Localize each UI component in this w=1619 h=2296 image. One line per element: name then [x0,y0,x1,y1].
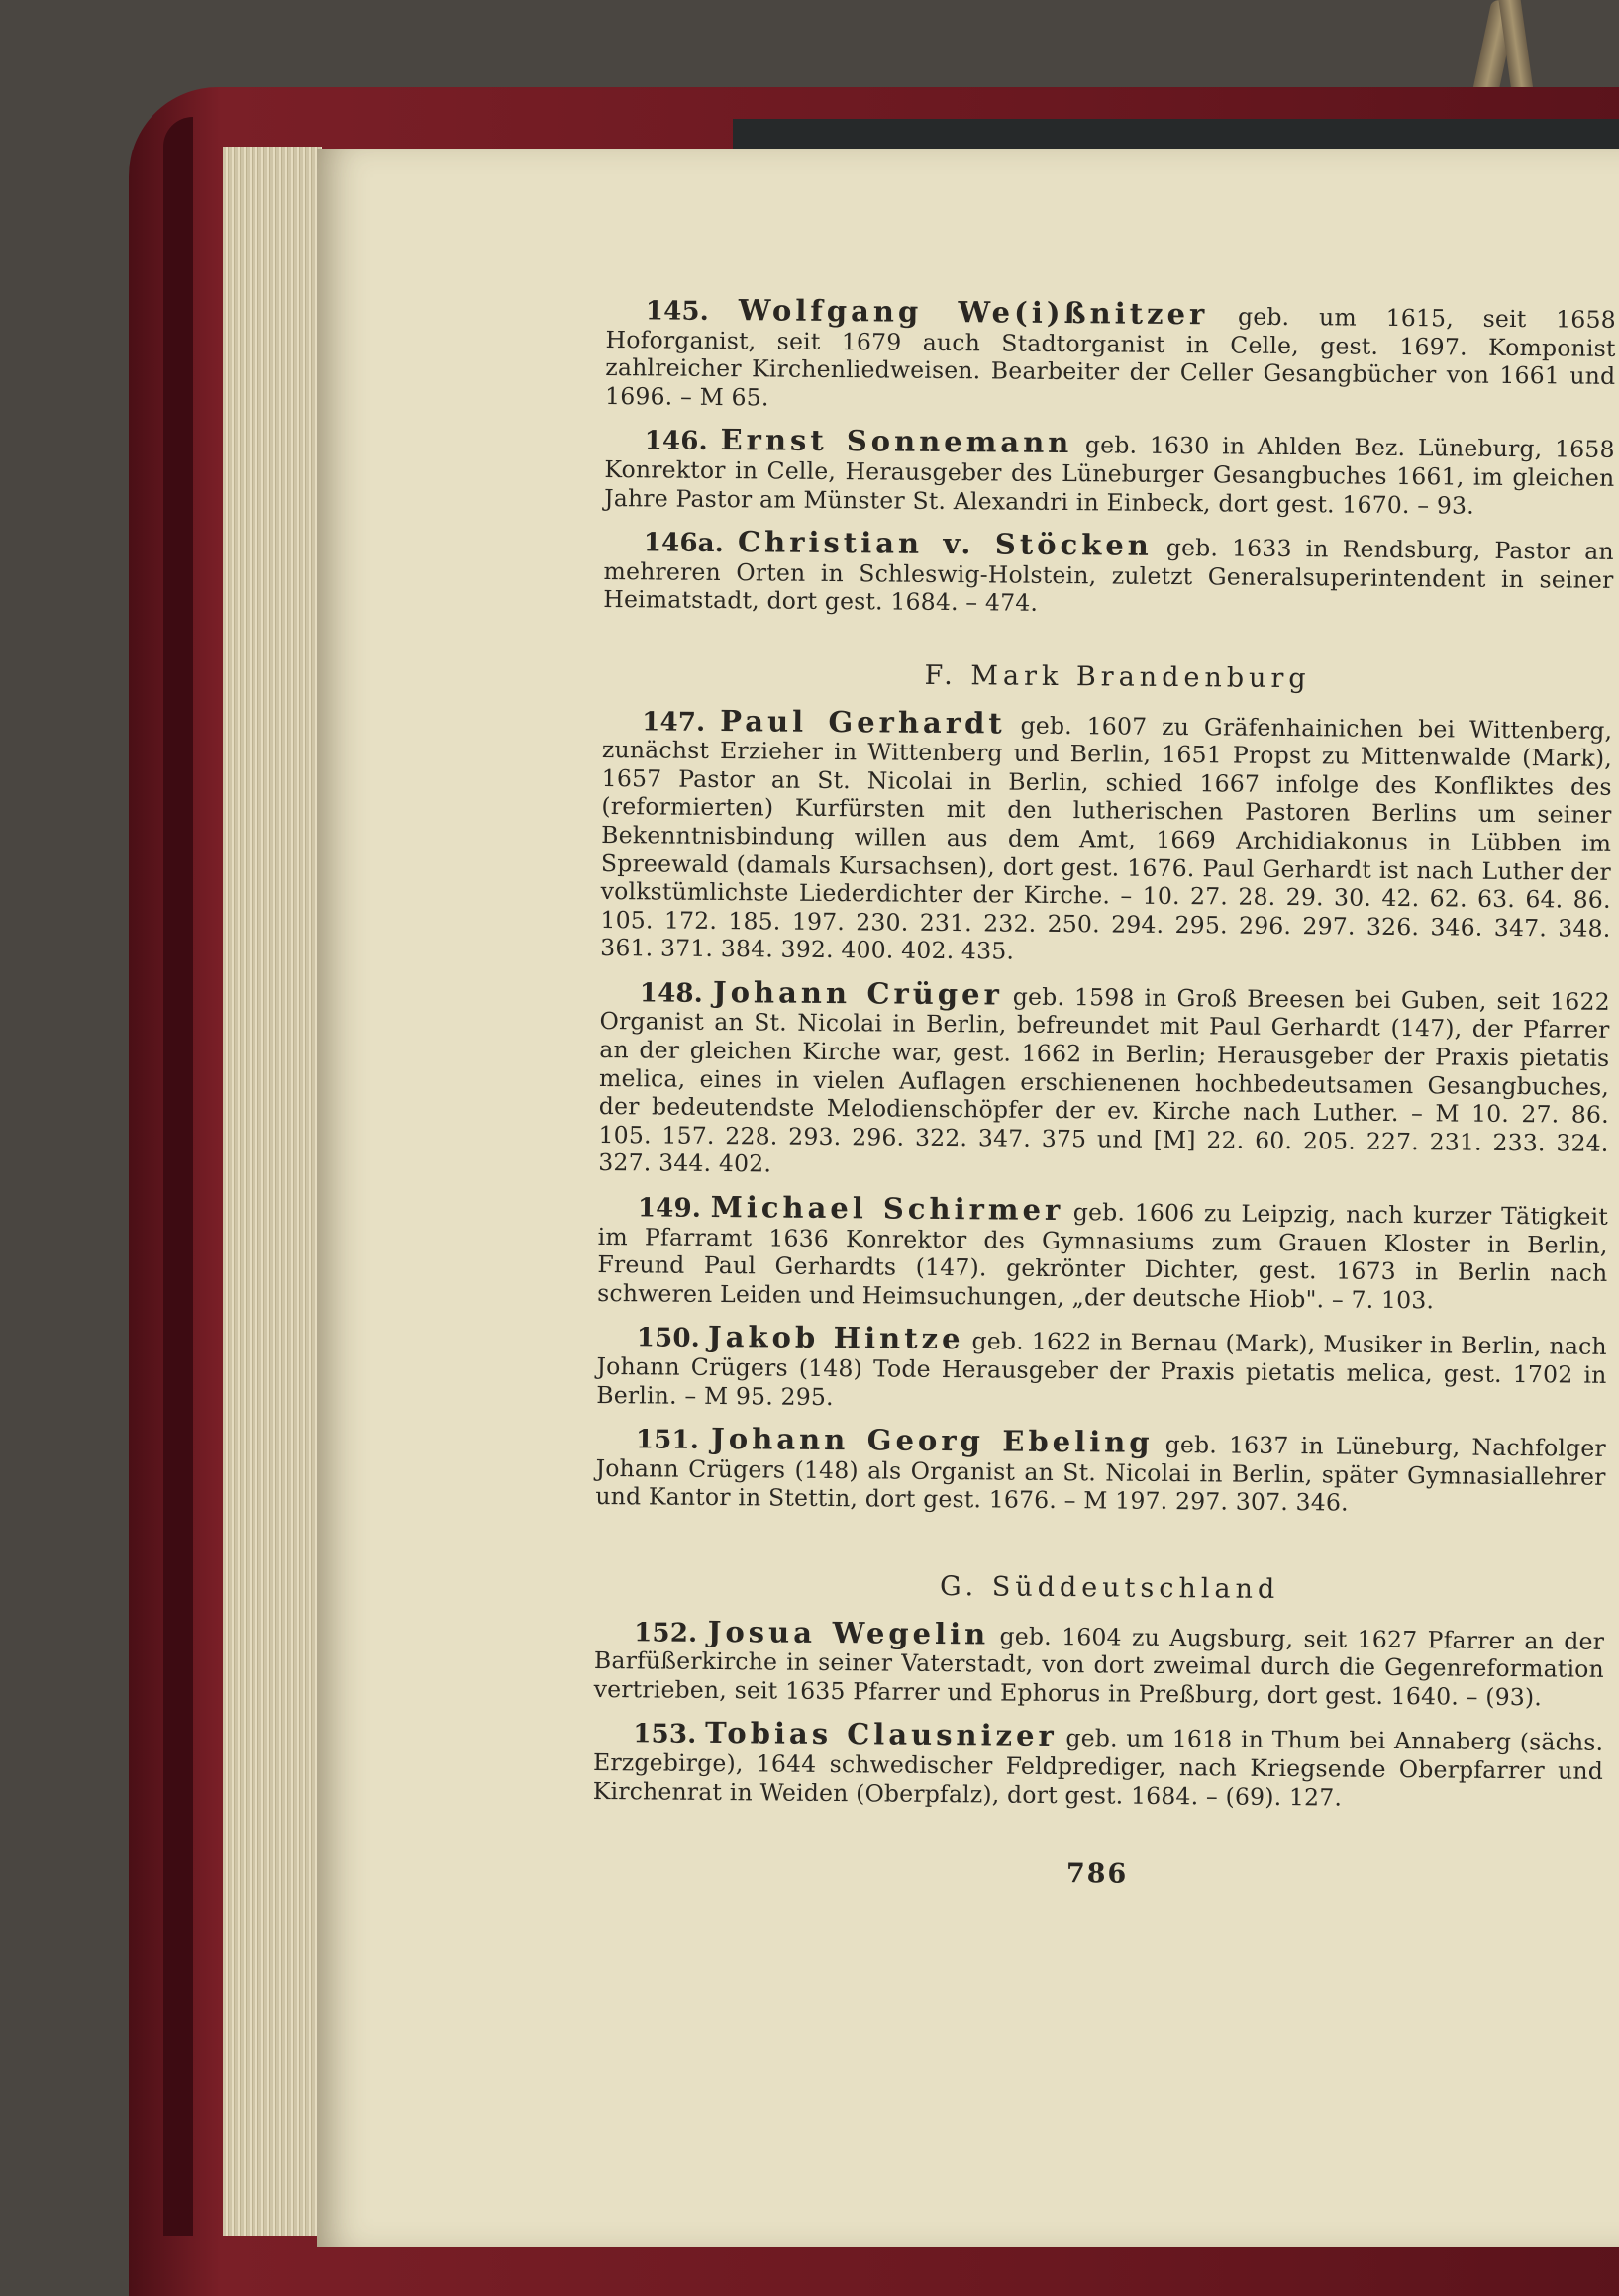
page-edges [223,147,322,2236]
entry-number: 148. [639,978,704,1009]
entry-name: Michael Schirmer [710,1189,1064,1228]
page-number: 786 [1065,1858,1129,1890]
entry-number: 151. [635,1425,700,1456]
entry-text: geb. 1606 zu Leipzig, nach kurzer Tätigkeit im Pfarramt 1636 Konrektor des Gymnasiums zum Grauen Kloster in Berlin, Freund Paul Gerhardts (147). gekrönter Dichter, gest. 1673 in Berlin nach schweren Leiden und Heimsuchungen, „der deutsche Hiob". – 7. 103. [597,1198,1609,1315]
entry-number: 145. [645,296,710,327]
biography-entry [593,1614,1605,1713]
entry-number: 146. [644,426,708,457]
biography-entry [603,527,1614,623]
section-heading: G. Süddeutschland [939,1570,1280,1605]
entry-text: geb. 1622 in Bernau (Mark), Musiker in Berlin, nach Johann Crügers (148) Tode Herausgeber der Praxis pietatis melica, gest. 1702 in Berlin. – M 95. 295. [596,1327,1607,1411]
section [593,1570,1605,1814]
biography-entry [600,703,1613,971]
section [603,295,1616,623]
biography-entry [593,1718,1604,1814]
entry-name: Wolfgang We(i)ßnitzer [738,293,1209,332]
entry-number: 153. [633,1719,697,1750]
biography-entry [598,974,1610,1186]
cover-edge [163,117,193,2236]
biography-entry [597,1189,1609,1316]
entry-text: geb. 1630 in Ahlden Bez. Lüneburg, 1658 Konrektor in Celle, Herausgeber des Lüneburger Gesangbuches 1661, im gleichen Jahre Pastor am Münster St. Alexandri in Einbeck, dort gest. 1670. – 93. [604,431,1615,520]
entry-name: Johann Georg Ebeling [710,1422,1154,1460]
entry-text: geb. 1633 in Rendsburg, Pastor an mehreren Orten in Schleswig-Holstein, zuletzt Generalsuperintendent in seiner Heimatstadt, dort gest. 1684. – 474. [603,533,1614,618]
biography-entry [605,295,1616,419]
entry-text: geb. um 1618 in Thum bei Annaberg (sächs. Erzgebirge), 1644 schwedischer Feldprediger, nach Kriegsende Oberpfarrer und Kirchenrat in Weiden (Oberpfalz), dort gest. 1684. – (69). 127. [592,1724,1604,1812]
page-text [592,295,1616,1894]
biography-entry [595,1424,1606,1520]
entry-name: Tobias Clausnizer [704,1716,1058,1753]
entry-name: Jakob Hintze [707,1320,964,1356]
entry-name: Josua Wegelin [707,1614,990,1650]
entry-text: geb. um 1615, seit 1658 Hoforganist, seit 1679 auch Stadtorganist in Celle, gest. 1697. Komponist zahlreicher Kirchenliedweisen. Bearbeiter der Celler Gesangbücher von 1661 und 1696. – M 65. [604,302,1616,412]
entry-number: 149. [637,1193,702,1224]
entry-name: Ernst Sonnemann [720,423,1073,460]
entry-name: Christian v. Stöcken [737,525,1154,562]
section-heading: F. Mark Brandenburg [924,659,1311,695]
entry-text: geb. 1607 zu Gräfenhainichen bei Wittenberg, zunächst Erzieher in Wittenberg und Berlin, 1651 Propst zu Mittenwalde (Mark), 1657 Pastor an St. Nicolai in Berlin, schied 1667 infolge des Konfliktes des (reformierten) Kurfürsten mit den lutherischen Pastoren Berlins um seiner Bekenntnisbindung willen aus dem Amt, 1669 Archidiakonus in Lübben im Spreewald (damals Kursachsen), dort gest. 1676. Paul Gerhardt ist nach Luther der volkstümlichste Liederdichter der Kirche. – 10. 27. 28. 29. 30. 42. 62. 63. 64. 86. 105. 172. 185. 197. 230. 231. 232. 250. 294. 295. 296. 297. 326. 346. 347. 348. 361. 371. 384. 392. 400. 402. 435. [600,711,1613,965]
entry-text: geb. 1637 in Lüneburg, Nachfolger Johann Crügers (148) als Organist an St. Nicolai in Berlin, später Gymnasiallehrer und Kantor in Stettin, dort gest. 1676. – M 197. 297. 307. 346. [595,1431,1606,1517]
biography-entry [604,425,1615,521]
biography-entry [596,1322,1607,1418]
entry-number: 152. [634,1617,698,1648]
entry-name: Paul Gerhardt [720,703,1006,741]
section [595,659,1612,1520]
entry-number: 147. [642,706,706,738]
entry-name: Johann Crüger [712,974,1004,1012]
entry-number: 150. [636,1323,701,1354]
entry-text: geb. 1604 zu Augsburg, seit 1627 Pfarrer an der Barfüßerkirche in seiner Vaterstadt, von dort zweimal durch die Gegenreformation vertrieben, seit 1635 Pfarrer und Ephorus in Preßburg, dort gest. 1640. – (93). [593,1621,1605,1712]
entry-text: geb. 1598 in Groß Breesen bei Guben, seit 1622 Organist an St. Nicolai in Berlin, befreundet mit Paul Gerhardt (147), der Pfarrer an der gleichen Kirche war, gest. 1662 in Berlin; Herausgeber der Praxis pietatis melica, eines in vielen Auflagen erschienenen hochbedeutsamen Gesangbuches, der bedeutendste Melodienschöpfer der ev. Kirche nach Luther. – M 10. 27. 86. 105. 157. 228. 293. 296. 322. 347. 375 und [M] 22. 60. 205. 227. 231. 233. 324. 327. 344. 402. [598,982,1610,1178]
entry-number: 146a. [643,528,725,559]
